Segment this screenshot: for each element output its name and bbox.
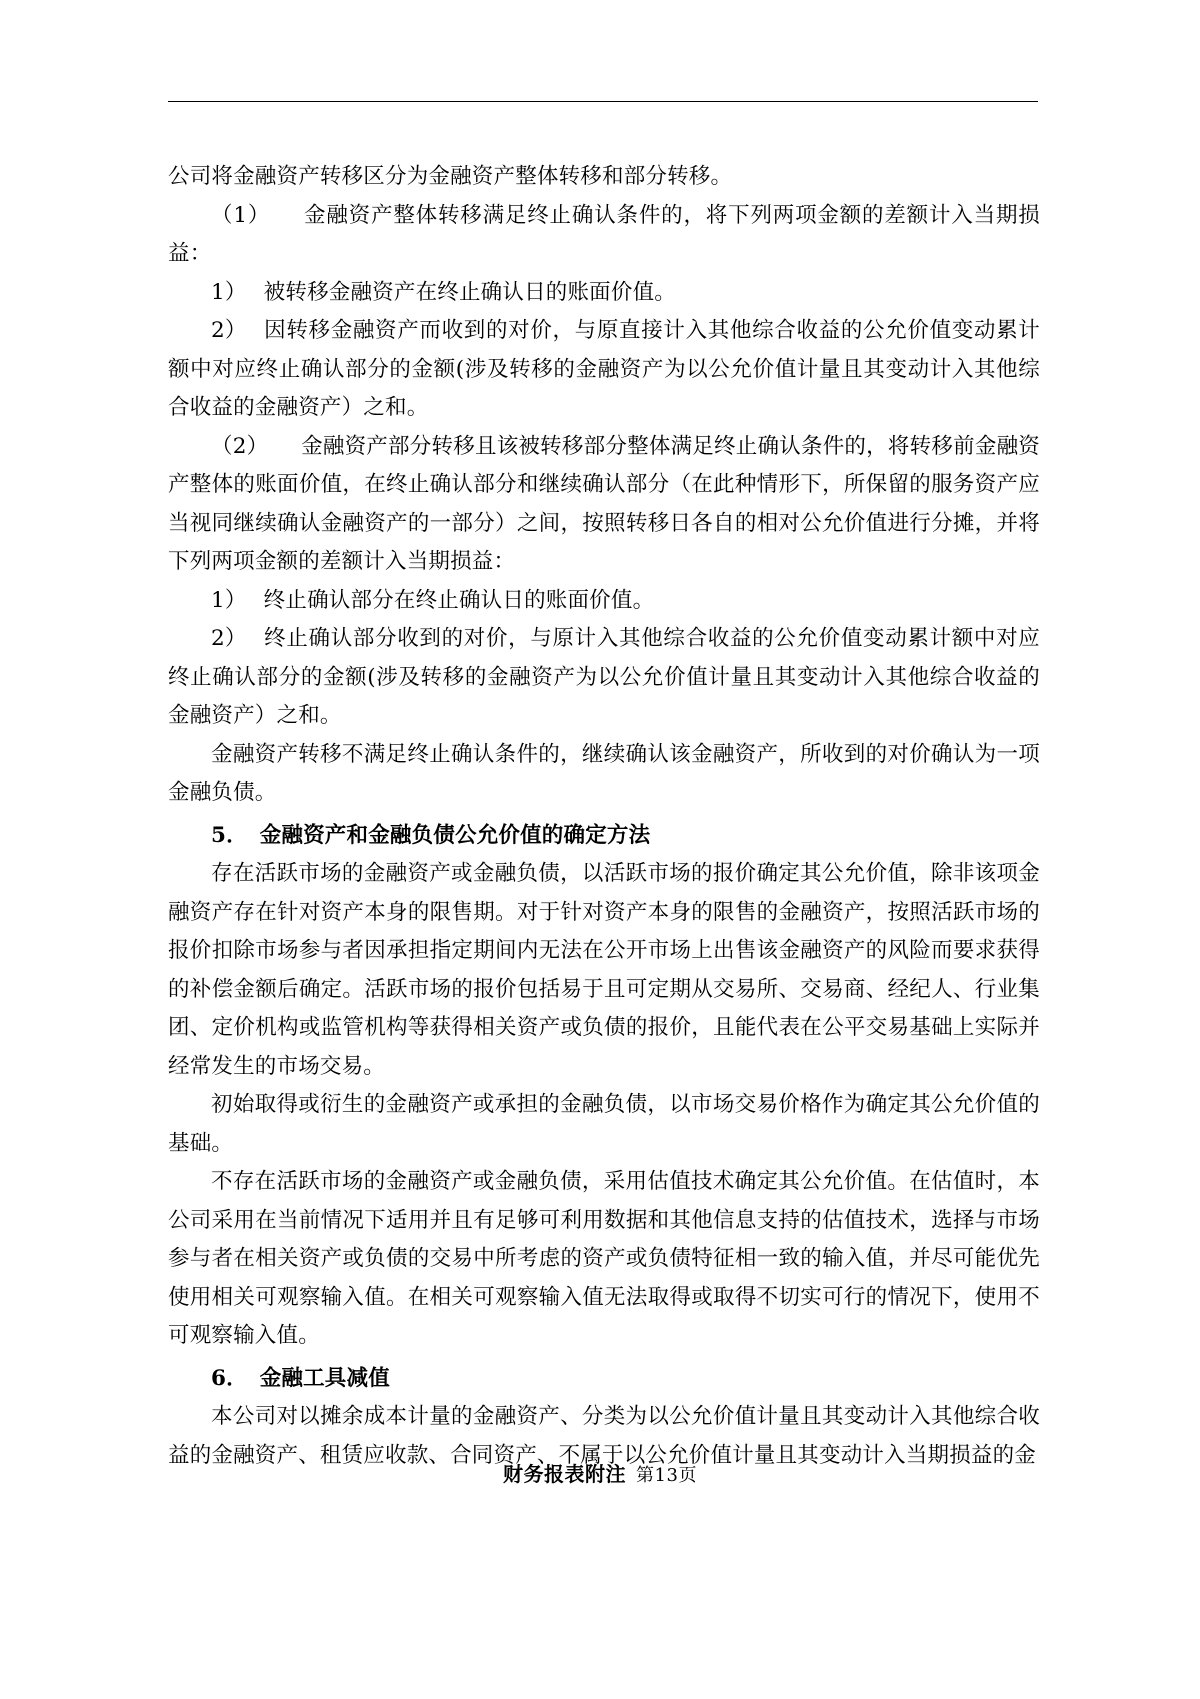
list-item-text: 被转移金融资产在终止确认日的账面价值。 bbox=[263, 279, 676, 305]
list-item-label: 2） bbox=[211, 626, 247, 651]
list-item-label: 1） bbox=[211, 279, 247, 305]
paragraph: （2） 金融资产部分转移且该被转移部分整体满足终止确认条件的，将转移前金融资产整体的账面价值，在终止确认部分和继续确认部分（在此种情形下，所保留的服务资产应当视同继续确认金融资产的一部分）之间，按照转移日各自的相对公允价值进行分摊，并将下列两项金额的差额计入当期损益： bbox=[168, 433, 1040, 574]
paragraph: 初始取得或衍生的金融资产或承担的金融负债，以市场交易价格作为确定其公允价值的基础。 bbox=[168, 1092, 1040, 1156]
section-number: 6． bbox=[211, 1365, 248, 1391]
list-item-text: 因转移金融资产而收到的对价，与原直接计入其他综合收益的公允价值变动累计额中对应终止确认部分的金额(涉及转移的金融资产为以公允价值计量且其变动计入其他综合收益的金融资产）之和。 bbox=[168, 318, 1040, 420]
list-item-text: 终止确认部分在终止确认日的账面价值。 bbox=[263, 587, 655, 613]
list-item bbox=[168, 312, 1040, 428]
paragraph: 金融资产转移不满足终止确认条件的，继续确认该金融资产，所收到的对价确认为一项金融负债。 bbox=[168, 741, 1040, 805]
section-heading-5 bbox=[168, 817, 1040, 856]
document-body bbox=[168, 158, 1040, 1475]
list-item bbox=[168, 582, 1040, 621]
paragraph: 不存在活跃市场的金融资产或金融负债，采用估值技术确定其公允价值。在估值时，本公司采用在当前情况下适用并且有足够可利用数据和其他信息支持的估值技术，选择与市场参与者在相关资产或负债的交易中所考虑的资产或负债特征相一致的输入值，并尽可能优先使用相关可观察输入值。在相关可观察输入值无法取得或取得不切实可行的情况下，使用不可观察输入值。 bbox=[168, 1169, 1040, 1348]
page-footer bbox=[0, 1458, 1200, 1487]
list-item-text: 终止确认部分收到的对价，与原计入其他综合收益的公允价值变动累计额中对应终止确认部分的金额(涉及转移的金融资产为以公允价值计量且其变动计入其他综合收益的金融资产）之和。 bbox=[168, 626, 1040, 728]
paragraph: （1） 金融资产整体转移满足终止确认条件的，将下列两项金额的差额计入当期损益： bbox=[168, 202, 1040, 266]
list-item bbox=[168, 274, 1040, 313]
header-divider bbox=[168, 101, 1038, 102]
section-number: 5． bbox=[211, 822, 248, 848]
footer-title: 财务报表附注 bbox=[503, 1462, 627, 1486]
paragraph: 本公司对以摊余成本计量的金融资产、分类为以公允价值计量且其变动计入其他综合收益的金融资产、租赁应收款、合同资产、不属于以公允价值计量且其变动计入当期损益的金 bbox=[168, 1404, 1040, 1468]
paragraph: 存在活跃市场的金融资产或金融负债，以活跃市场的报价确定其公允价值，除非该项金融资产存在针对资产本身的限售期。对于针对资产本身的限售的金融资产，按照活跃市场的报价扣除市场参与者因承担指定期间内无法在公开市场上出售该金融资产的风险而要求获得的补偿金额后确定。活跃市场的报价包括易于且可定期从交易所、交易商、经纪人、行业集团、定价机构或监管机构等获得相关资产或负债的报价，且能代表在公平交易基础上实际并经常发生的市场交易。 bbox=[168, 861, 1040, 1079]
list-item bbox=[168, 620, 1040, 736]
section-heading-6 bbox=[168, 1360, 1040, 1399]
paragraph: 公司将金融资产转移区分为金融资产整体转移和部分转移。 bbox=[168, 164, 733, 189]
section-title: 金融资产和金融负债公允价值的确定方法 bbox=[259, 822, 651, 848]
section-title: 金融工具减值 bbox=[259, 1365, 390, 1391]
footer-page-number: 第13页 bbox=[636, 1465, 697, 1486]
list-item-label: 2） bbox=[211, 318, 247, 343]
list-item-label: 1） bbox=[211, 587, 247, 613]
